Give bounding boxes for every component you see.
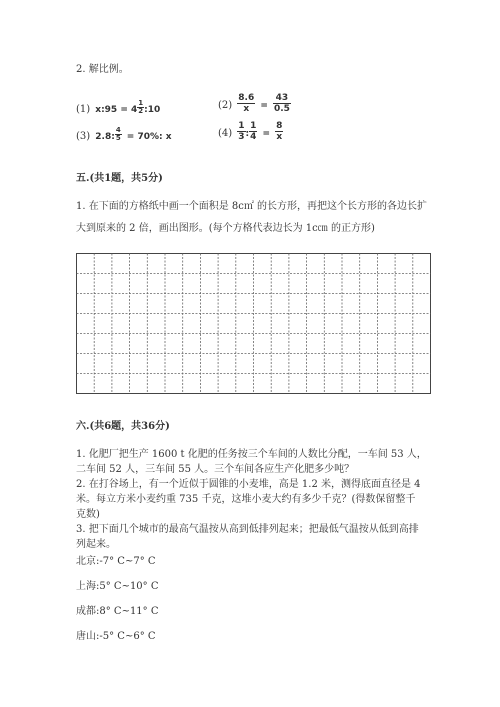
proportion-4-equals: = [262, 129, 271, 139]
fraction-numerator: 8 [276, 121, 283, 131]
proportion-1-number: (1) [76, 104, 91, 115]
fraction-numerator: 8.6 [238, 93, 255, 103]
fraction-numerator: 1 [238, 121, 245, 131]
section-2-header: 2. 解比例。 [76, 64, 129, 75]
proportion-2-fraction-left [237, 93, 255, 114]
city-temperature-range: -7° C~7° C [99, 556, 156, 567]
fraction-denominator: 0.5 [273, 104, 290, 114]
city-name: 成都: [76, 606, 100, 617]
fraction-denominator: x [243, 104, 250, 114]
city-temp-chengdu [76, 602, 159, 617]
fraction-denominator: 4 [250, 132, 257, 142]
proportion-3-number: (3) [76, 131, 91, 142]
proportion-4 [218, 121, 283, 142]
city-temp-tangshan [76, 627, 156, 642]
proportion-4-colon: : [245, 129, 250, 139]
proportion-3-left: 2.8: [95, 132, 115, 142]
proportion-1-right: :10 [144, 105, 161, 115]
fraction-denominator: 5 [115, 134, 121, 142]
proportion-2 [218, 93, 291, 114]
proportion-3 [76, 124, 172, 143]
section-6-question-1-line-1: 1. 化肥厂把生产 1600 t 化肥的任务按三个车间的人数比分配，一车间 53 人， [76, 449, 427, 460]
proportion-1-left: x:95 = 4 [95, 105, 138, 115]
section-5-question-1-line-1: 1. 在下面的方格纸中画一个面积是 8c㎡ 的长方形，再把这个长方形的各边长扩 [76, 201, 428, 212]
city-name: 上海: [76, 581, 100, 592]
proportion-2-equals: = [260, 101, 268, 111]
proportion-4-fraction-b [249, 121, 257, 142]
fraction-numerator: 1 [250, 121, 257, 131]
proportion-4-number: (4) [218, 128, 233, 139]
section-5-question-1-line-2: 大到原来的 2 倍，画出图形。(每个方格代表边长为 1c㎝ 的正方形) [76, 223, 375, 234]
section-6-title: 六.(共6题，共36分) [76, 421, 170, 432]
city-temperature-range: 8° C~11° C [99, 606, 159, 617]
grid-paper [76, 253, 431, 394]
proportion-2-number: (2) [218, 100, 233, 111]
proportion-4-fraction-c [275, 121, 283, 142]
section-6-question-2-line-2: 米。每立方米小麦约重 735 千克，这堆小麦大约有多少千克？(得数保留整千 [76, 494, 416, 505]
city-temperature-range: -5° C~6° C [99, 631, 156, 642]
section-5-title: 五.(共1题，共5分) [76, 173, 163, 184]
city-name: 北京: [76, 556, 100, 567]
proportion-4-fraction-a [237, 121, 245, 142]
section-6-question-2-line-1: 2. 在打谷场上，有一个近似于圆锥的小麦堆，高是 1.2 米，测得底面直径是 4 [76, 479, 421, 490]
section-6-question-3-line-2: 列起来。 [76, 539, 116, 550]
fraction-denominator: 2 [138, 107, 144, 115]
city-temperature-range: 5° C~10° C [99, 581, 159, 592]
city-temp-shanghai [76, 577, 159, 592]
proportion-1 [76, 97, 160, 116]
section-6-question-1-line-2: 二车间 52 人，三车间 55 人。三个车间各应生产化肥多少吨？ [76, 464, 355, 475]
fraction-numerator: 1 [138, 99, 144, 107]
fraction-denominator: 3 [238, 132, 245, 142]
fraction-numerator: 43 [273, 93, 291, 104]
section-6-question-2-line-3: 克数) [76, 509, 100, 520]
proportion-2-fraction-right [273, 93, 291, 114]
grid-inner-lines [77, 254, 431, 394]
fraction-numerator: 4 [115, 126, 121, 134]
fraction-denominator: x [276, 132, 283, 142]
section-6-question-3-line-1: 3. 把下面几个城市的最高气温按从高到低排列起来；把最低气温按从低到高排 [76, 524, 419, 535]
proportion-3-fraction [115, 127, 122, 142]
city-temp-beijing [76, 552, 156, 567]
city-name: 唐山: [76, 631, 100, 642]
proportion-3-right: = 70%: x [126, 132, 172, 142]
